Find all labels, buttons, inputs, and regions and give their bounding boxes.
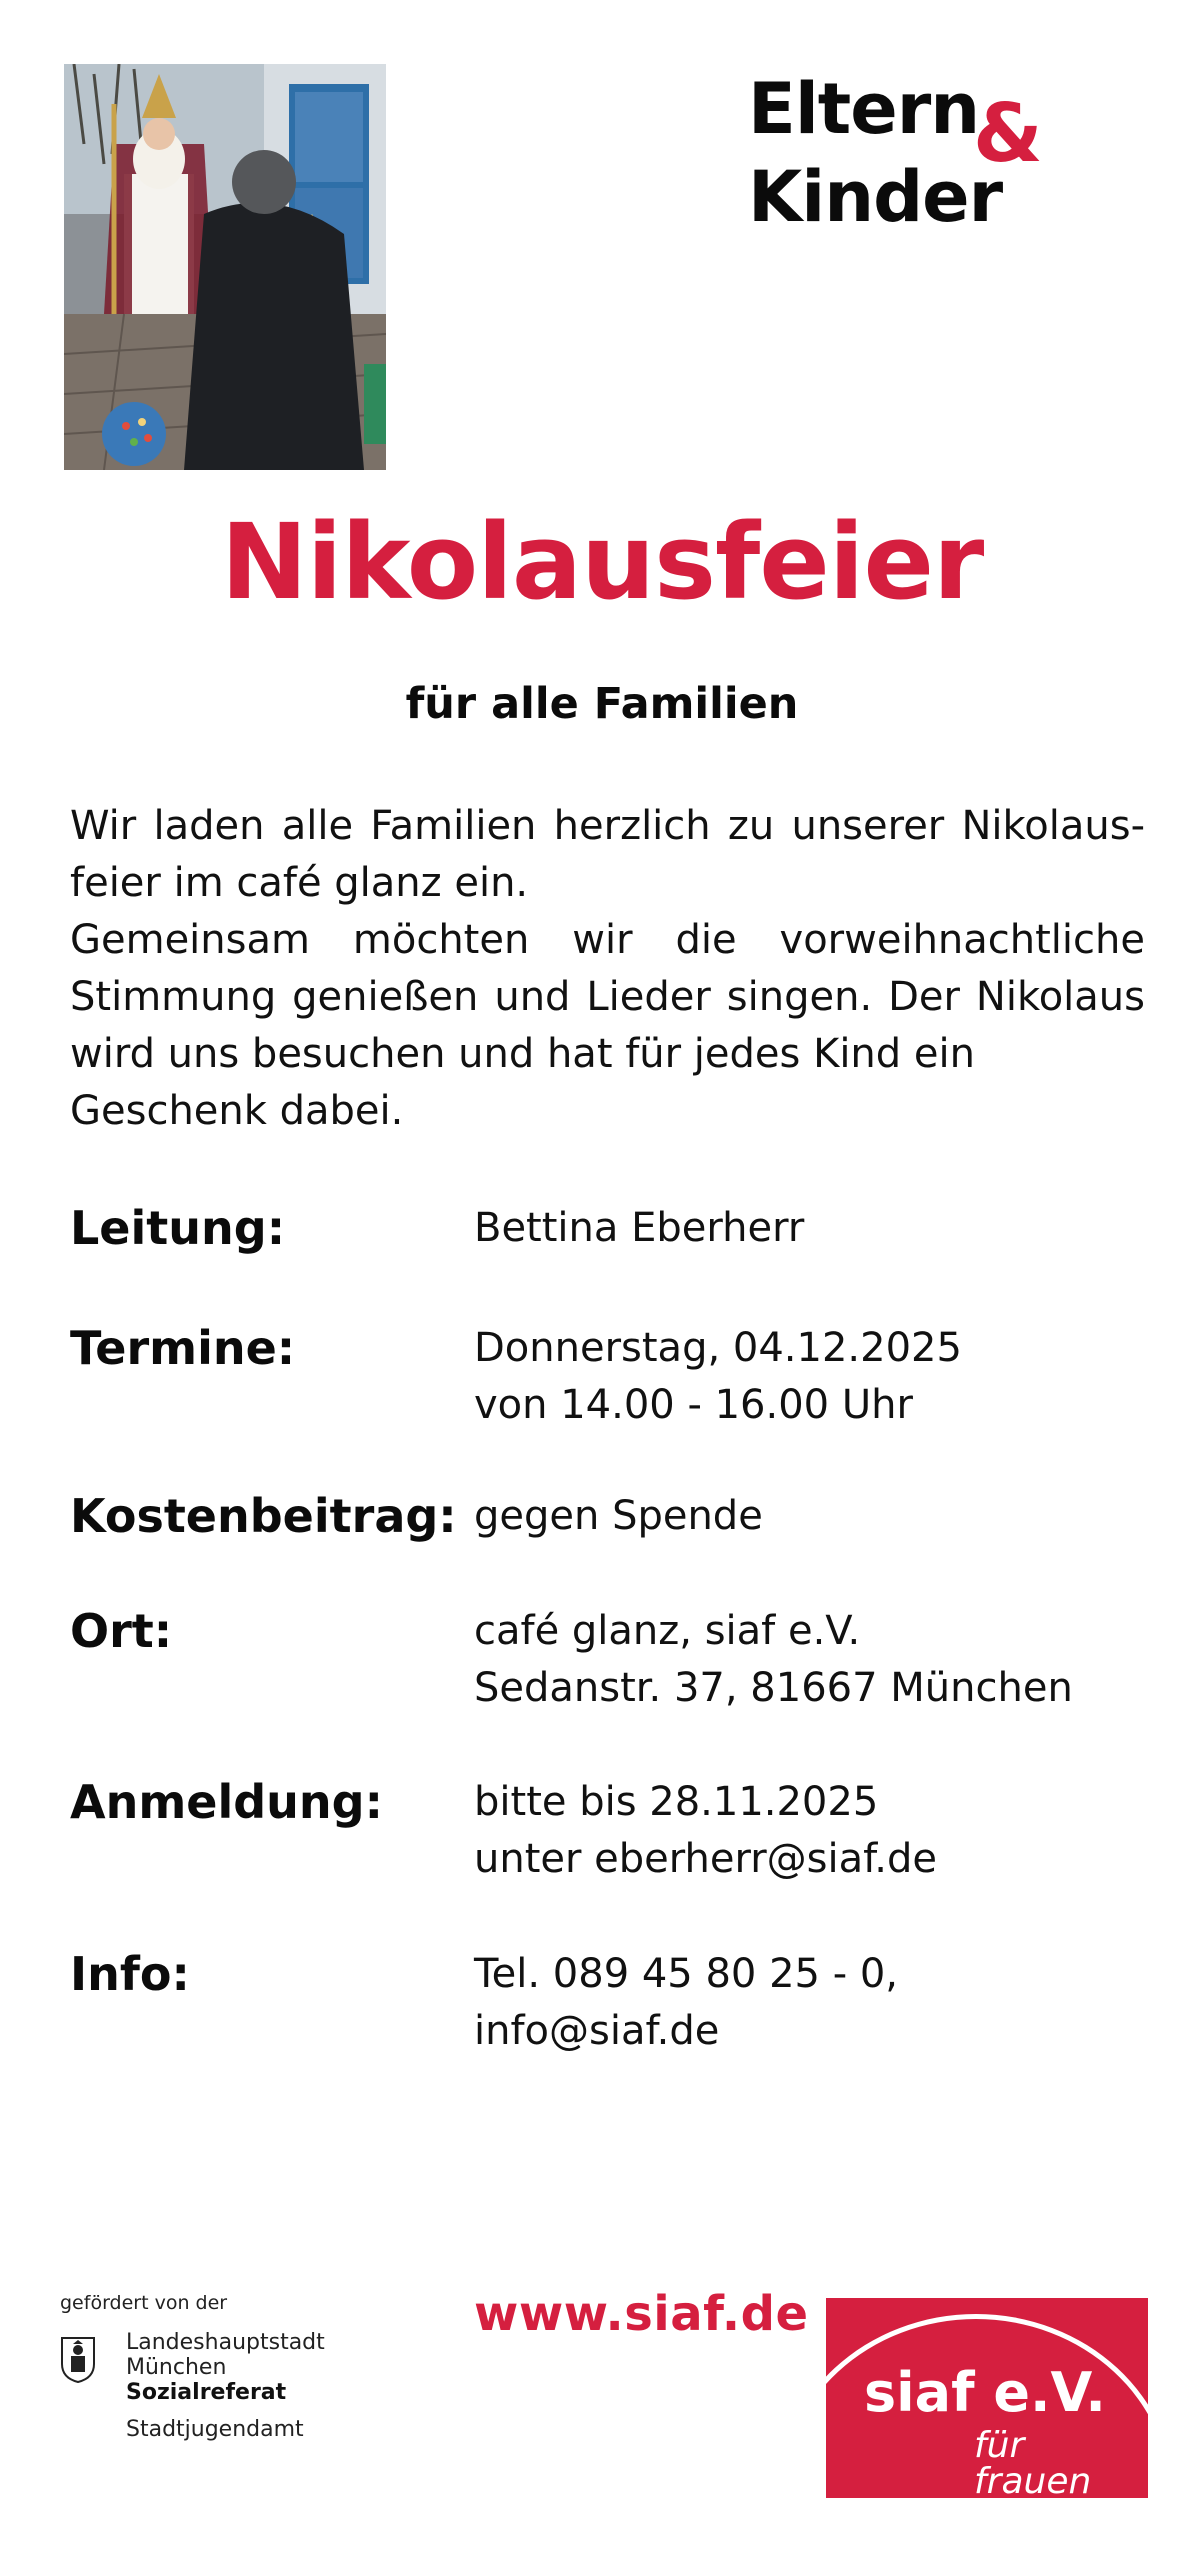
funder-line: München [126, 2355, 227, 2380]
brand-ampersand: & [973, 87, 1043, 180]
nikolaus-photo-illustration [64, 64, 386, 470]
kosten-value [474, 1488, 1174, 1545]
funder-caption: gefördert von der [60, 2292, 228, 2314]
logo-tagline: für frauen [974, 2425, 1092, 2498]
intro-line: Stimmung genießen und Lieder singen. Der Nikolaus [70, 974, 1145, 1020]
page-title: Nikolausfeier [220, 501, 984, 623]
intro-line: Geschenk dabei. [70, 1088, 404, 1134]
anmeldung-value [474, 1774, 1174, 1888]
anmeldung-value-line: unter eberherr@siaf.de [474, 1836, 938, 1882]
info-label: Info: [70, 1947, 190, 2001]
funder-line: Landeshauptstadt [126, 2330, 325, 2355]
anmeldung-label: Anmeldung: [70, 1775, 383, 1829]
ort-label: Ort: [70, 1604, 173, 1658]
brand-line2: Kinder [748, 156, 1003, 238]
termine-value-line: von 14.00 - 16.00 Uhr [474, 1382, 913, 1428]
munich-crest-icon [60, 2336, 96, 2384]
info-value-line: Tel. 089 45 80 25 - 0, [474, 1951, 899, 1997]
leitung-value-line: Bettina Eberherr [474, 1205, 805, 1251]
kosten-label: Kostenbeitrag: [70, 1489, 457, 1543]
termine-value [474, 1320, 1174, 1434]
termine-label: Termine: [70, 1321, 296, 1375]
termine-value-line: Donnerstag, 04.12.2025 [474, 1325, 962, 1371]
info-value-line: info@siaf.de [474, 2008, 720, 2054]
kosten-value-line: gegen Spende [474, 1493, 763, 1539]
anmeldung-value-line: bitte bis 28.11.2025 [474, 1779, 879, 1825]
info-value [474, 1946, 1174, 2060]
event-photo [64, 64, 386, 470]
ort-value-line: café glanz, siaf e.V. [474, 1608, 861, 1654]
brand-line1: Eltern [748, 68, 980, 150]
logo-name: siaf e.V. [864, 2361, 1106, 2424]
leitung-label: Leitung: [70, 1201, 286, 1255]
funder-text [126, 2330, 325, 2442]
funder-line: Sozialreferat [126, 2380, 287, 2405]
ort-value [474, 1603, 1174, 1717]
website-link[interactable]: www.siaf.de [474, 2286, 809, 2342]
intro-text [70, 798, 1145, 1140]
funder-line: Stadtjugendamt [126, 2417, 304, 2442]
siaf-logo [826, 2298, 1148, 2498]
ort-value-line: Sedanstr. 37, 81667 München [474, 1665, 1073, 1711]
intro-line: feier im café glanz ein. [70, 860, 529, 906]
eltern-kinder-brand [748, 66, 1168, 246]
intro-line: Wir laden alle Familien herzlich zu unserer Nikolaus- [70, 803, 1145, 849]
intro-line: Gemeinsam möchten wir die vorweihnachtliche [70, 917, 1145, 963]
leitung-value [474, 1200, 1174, 1257]
page-subtitle: für alle Familien [405, 679, 799, 729]
intro-line: wird uns besuchen und hat für jedes Kind ein [70, 1031, 975, 1077]
